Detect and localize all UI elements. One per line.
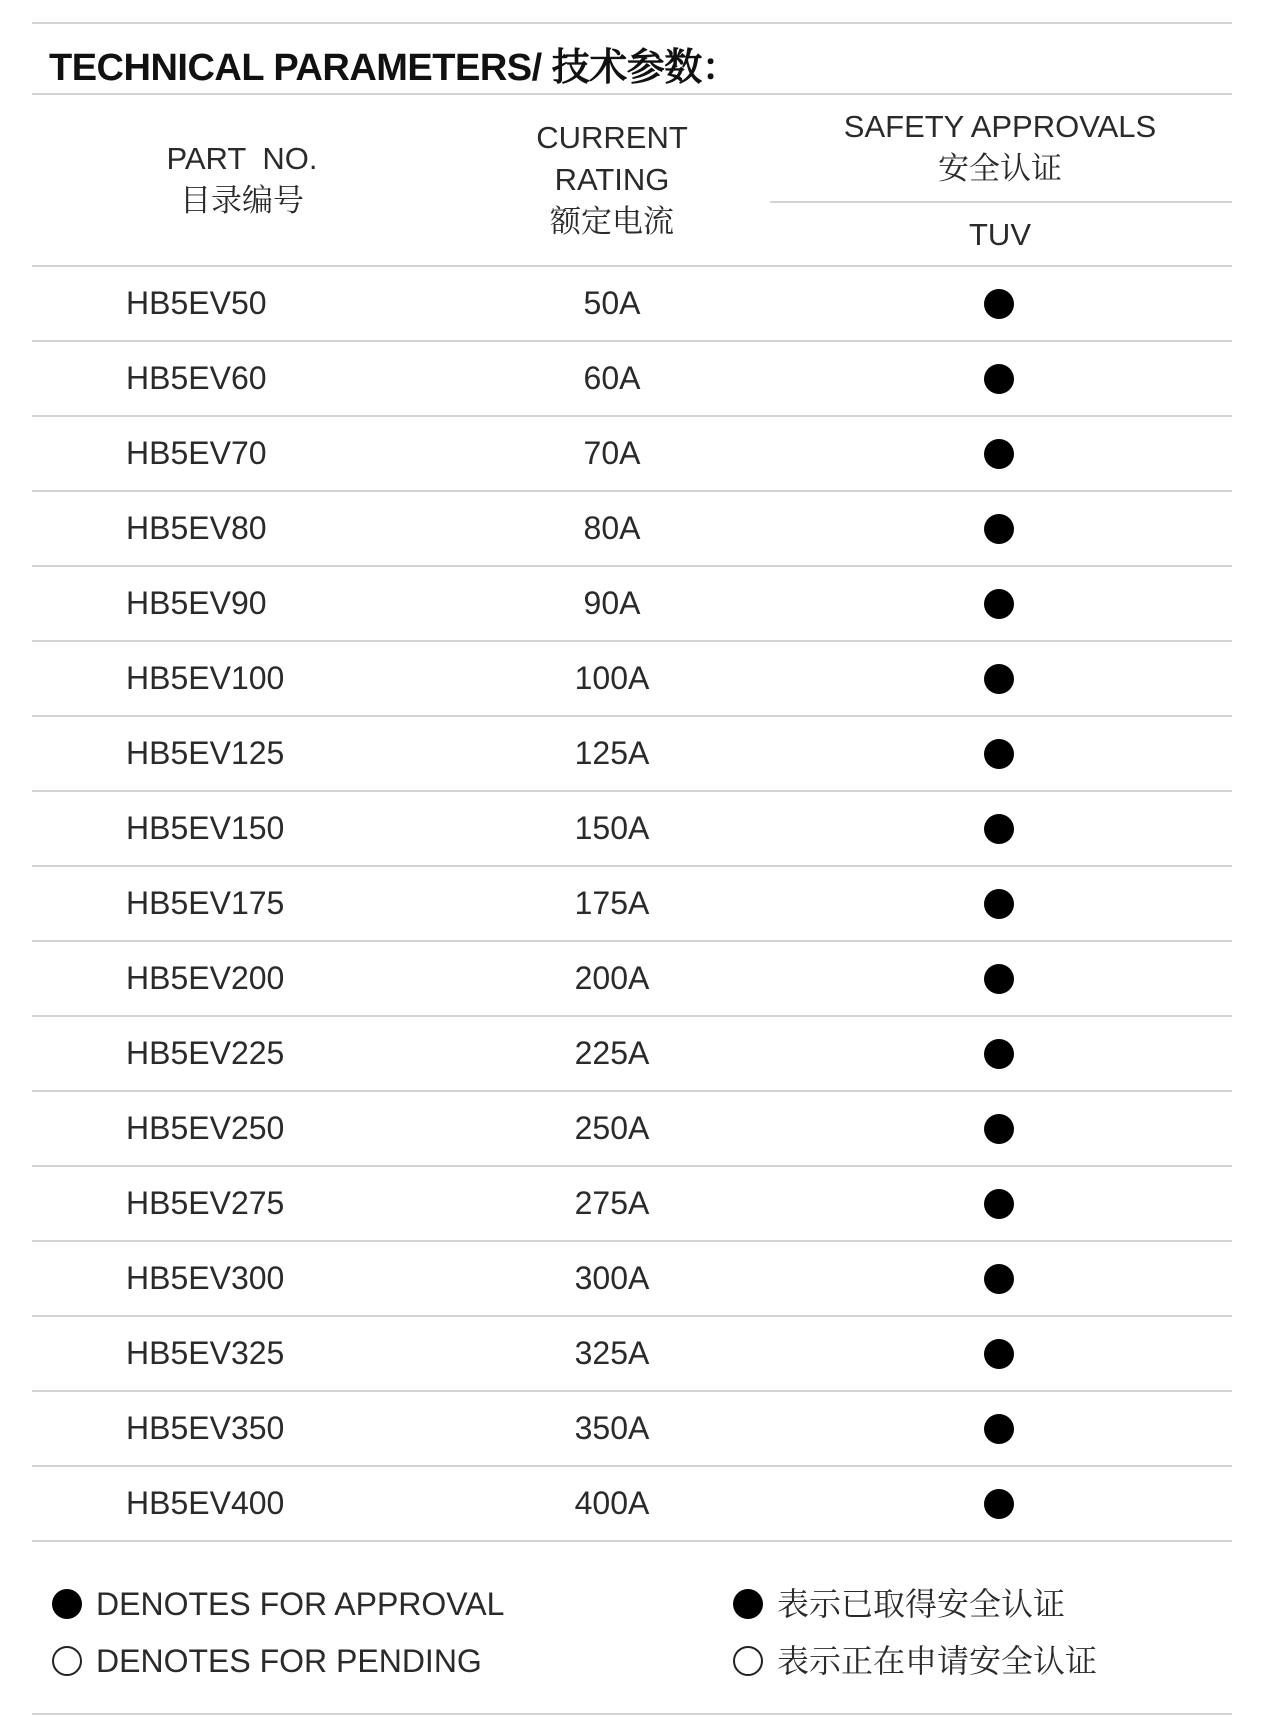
legend-approval-en-text: DENOTES FOR APPROVAL [96, 1586, 505, 1622]
filled-dot-icon [984, 1339, 1014, 1369]
header-part-no-cn: 目录编号 [180, 183, 304, 218]
filled-dot-icon [984, 364, 1014, 394]
current-rating-cell: 70A [583, 435, 641, 471]
filled-dot-icon [984, 589, 1014, 619]
table-row [32, 342, 1232, 417]
part-number-cell: HB5EV80 [126, 510, 267, 546]
part-number-cell: HB5EV400 [126, 1485, 285, 1521]
table-row [32, 417, 1232, 492]
part-number-cell: HB5EV300 [126, 1260, 285, 1296]
current-rating-cell: 325A [574, 1335, 650, 1371]
filled-dot-icon [984, 1039, 1014, 1069]
filled-dot-icon [52, 1589, 82, 1619]
table-row [32, 1092, 1232, 1167]
table-row [32, 1242, 1232, 1317]
header-current: CURRENT [536, 120, 688, 155]
current-rating-cell: 225A [574, 1035, 650, 1071]
part-number-cell: HB5EV125 [126, 735, 285, 771]
table-row [32, 267, 1232, 342]
filled-dot-icon [984, 289, 1014, 319]
table-row [32, 1317, 1232, 1392]
table-row [32, 1392, 1232, 1467]
current-rating-cell: 175A [574, 885, 650, 921]
part-number-cell: HB5EV350 [126, 1410, 285, 1446]
safety-sub-rule [770, 201, 1232, 203]
header-current-rating [462, 117, 762, 243]
filled-dot-icon [984, 1189, 1014, 1219]
part-number-cell: HB5EV200 [126, 960, 285, 996]
top-rule [32, 22, 1232, 24]
table-row [32, 1017, 1232, 1092]
part-number-cell: HB5EV60 [126, 360, 267, 396]
table-row [32, 867, 1232, 942]
header-safety-cn: 安全认证 [938, 151, 1062, 186]
header-tuv-label: TUV [969, 217, 1031, 252]
table-row [32, 717, 1232, 792]
table-row [32, 567, 1232, 642]
filled-dot-icon [733, 1589, 763, 1619]
table-row [32, 792, 1232, 867]
current-rating-cell: 150A [574, 810, 650, 846]
filled-dot-icon [984, 814, 1014, 844]
part-number-cell: HB5EV90 [126, 585, 267, 621]
filled-dot-icon [984, 439, 1014, 469]
part-number-cell: HB5EV100 [126, 660, 285, 696]
header-rating-cn: 额定电流 [550, 204, 674, 239]
current-rating-cell: 50A [583, 285, 641, 321]
bottom-rule [32, 1713, 1232, 1715]
table-row [32, 1467, 1232, 1542]
part-number-cell: HB5EV325 [126, 1335, 285, 1371]
filled-dot-icon [984, 664, 1014, 694]
current-rating-cell: 80A [583, 510, 641, 546]
filled-dot-icon [984, 514, 1014, 544]
current-rating-cell: 90A [583, 585, 641, 621]
part-number-cell: HB5EV250 [126, 1110, 285, 1146]
filled-dot-icon [984, 889, 1014, 919]
current-rating-cell: 250A [574, 1110, 650, 1146]
header-part-no [102, 138, 382, 222]
current-rating-cell: 200A [574, 960, 650, 996]
legend-pending-en-text: DENOTES FOR PENDING [96, 1643, 482, 1679]
part-number-cell: HB5EV150 [126, 810, 285, 846]
current-rating-cell: 60A [583, 360, 641, 396]
part-number-cell: HB5EV175 [126, 885, 285, 921]
header-safety-approvals [820, 106, 1180, 190]
legend-approval-cn-text: 表示已取得安全认证 [777, 1586, 1066, 1622]
filled-dot-icon [984, 1114, 1014, 1144]
filled-dot-icon [984, 1264, 1014, 1294]
empty-circle-icon [52, 1646, 82, 1676]
part-number-cell: HB5EV50 [126, 285, 267, 321]
table-row [32, 1167, 1232, 1242]
current-rating-cell: 300A [574, 1260, 650, 1296]
table-row [32, 492, 1232, 567]
filled-dot-icon [984, 739, 1014, 769]
technical-parameters-page [32, 0, 1232, 1717]
part-number-cell: HB5EV225 [126, 1035, 285, 1071]
current-rating-cell: 100A [574, 660, 650, 696]
table-row [32, 642, 1232, 717]
header-part-no-en: PART NO. [166, 141, 318, 176]
filled-dot-icon [984, 1414, 1014, 1444]
part-number-cell: HB5EV70 [126, 435, 267, 471]
part-number-cell: HB5EV275 [126, 1185, 285, 1221]
filled-dot-icon [984, 1489, 1014, 1519]
table-body [32, 267, 1232, 1542]
current-rating-cell: 125A [574, 735, 650, 771]
current-rating-cell: 350A [574, 1410, 650, 1446]
header-safety-en: SAFETY APPROVALS [843, 109, 1157, 144]
page-title: TECHNICAL PARAMETERS/ 技术参数： [49, 47, 740, 89]
filled-dot-icon [984, 964, 1014, 994]
empty-circle-icon [733, 1646, 763, 1676]
legend-pending-cn-text: 表示正在申请安全认证 [777, 1643, 1098, 1679]
table-row [32, 942, 1232, 1017]
current-rating-cell: 275A [574, 1185, 650, 1221]
header-rating: RATING [554, 162, 670, 197]
current-rating-cell: 400A [574, 1485, 650, 1521]
header-tuv [820, 214, 1180, 256]
title-rule [32, 93, 1232, 95]
